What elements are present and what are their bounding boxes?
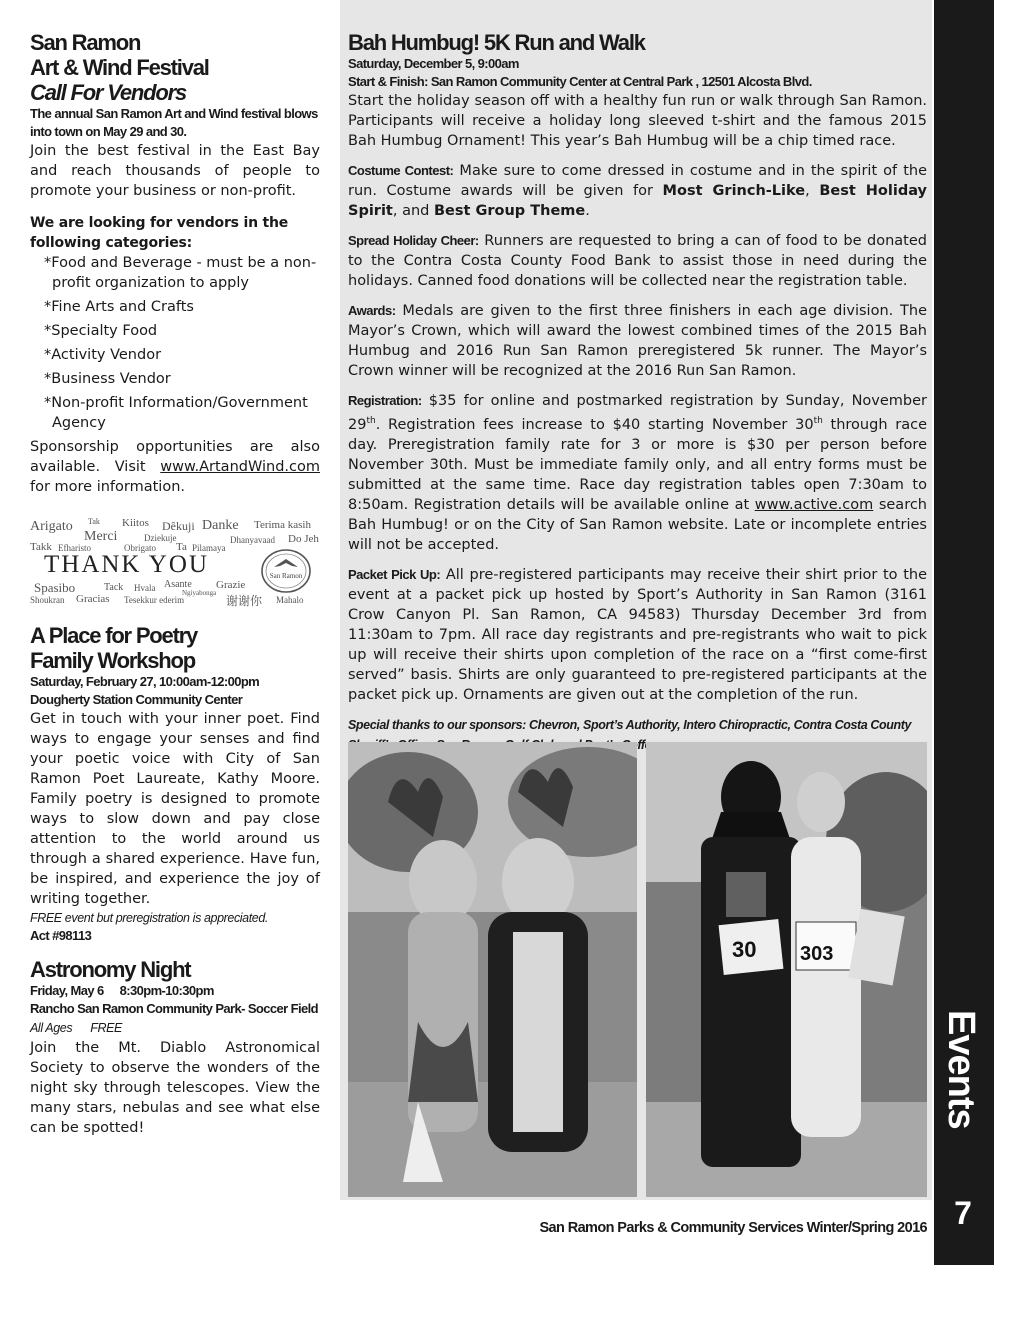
registration-text: search Bah Humbug! or on the City of San Ramon website. Late or incomplete entries will not be accepted.: [348, 496, 927, 553]
costume-contest-text: Make sure to come dressed in costume and in the spirit of the run. Costume awards will be given for: [348, 163, 928, 199]
san-ramon-seal-icon: [260, 547, 312, 595]
thankyou-word: Arigato: [30, 519, 73, 534]
awards-text: Medals are given to the first three finishers in each age division. The Mayor’s Crown, which will award the lowest combined times of the 2015 Bah Humbug and 2016 Run San Ramon preregistered 5k runner. The Mayor’s Crown winner will be recognized at the 2016 Run San Ramon.: [348, 303, 927, 379]
astronomy-datetime: [30, 982, 320, 1000]
poetry-body: Get in touch with your inner poet. Find ways to engage your senses and find your poetic voice with City of San Ramon Poet Laureate, Kathy Moore. Family poetry is designed to promote ways to slow down and pay close attention to the world around us through a shared experience. Have fun, be inspired, and experience the joy of writing together.: [30, 711, 320, 907]
costume-contest-label: Costume Contest:: [348, 163, 454, 178]
thankyou-word: Tesekkur ederim: [124, 595, 185, 605]
poetry-note: FREE event but preregistration is appreciated.: [30, 911, 268, 925]
vendor-category: *Business Vendor: [44, 371, 171, 387]
holiday-cheer-label: Spread Holiday Cheer:: [348, 233, 479, 248]
vendor-category: *Fine Arts and Crafts: [44, 299, 194, 315]
vendor-category: *Non-profit Information/Government Agency: [44, 395, 308, 431]
poetry-title-line1: A Place for Poetry: [30, 623, 198, 648]
astronomy-date: Friday, May 6: [30, 983, 104, 998]
vendors-intro: Join the best festival in the East Bay and reach thousands of people to promote your business or non-profit.: [30, 143, 320, 199]
sponsorship-paragraph: [30, 437, 320, 497]
vendors-article: [30, 30, 320, 497]
thankyou-word: Takk: [30, 541, 52, 553]
race-bib-number: 30: [732, 937, 757, 962]
astronomy-fee: FREE: [90, 1021, 122, 1035]
thankyou-word: Asante: [164, 579, 192, 590]
thankyou-word: Kiitos: [122, 517, 149, 529]
awards-label: Awards:: [348, 303, 396, 318]
poetry-article: [30, 623, 320, 945]
page-footer: San Ramon Parks & Community Services Winter/Spring 2016: [539, 1220, 927, 1236]
astronomy-body: Join the Mt. Diablo Astronomical Society to observe the wonders of the night sky through telescopes. View the many stars, nebulas and see what else can be spotted!: [30, 1040, 320, 1136]
thankyou-word: Dêkuji: [162, 519, 195, 533]
race-bib-number: 303: [800, 943, 834, 965]
thankyou-word: 谢谢你: [226, 594, 263, 608]
thankyou-word: Obrigato: [124, 543, 156, 553]
registration-text: $35 for online and postmarked registration by Sunday, November 29: [348, 393, 927, 433]
poetry-title-line2: Family Workshop: [30, 648, 195, 673]
page-number: 7: [954, 1195, 972, 1231]
thankyou-word: Ta: [176, 541, 187, 553]
astronomy-article: [30, 957, 320, 1138]
thankyou-word: Hvala: [134, 583, 156, 593]
vendors-title-line3: Call For Vendors: [30, 80, 187, 105]
thankyou-word: Tack: [104, 582, 124, 593]
registration-text: through race day. Preregistration family rate for 3 or more is $30 per person before November 30th. Must be immediate family only, and all entry forms must be submitted at the same time. Race day registration tables open 7:30am to 8:50am. Registration details will be available online at: [348, 416, 927, 513]
thankyou-word: Danke: [202, 518, 239, 533]
costume-separator: ,: [805, 183, 820, 199]
section-tab-text: Events: [940, 1010, 982, 1129]
ordinal-suffix: th: [813, 416, 823, 426]
thankyou-word: Gracias: [76, 593, 110, 605]
packet-pickup-label: Packet Pick Up:: [348, 566, 441, 582]
vendor-category: *Food and Beverage - must be a non-profit organization to apply: [44, 255, 317, 291]
astronomy-ages: All Ages: [30, 1021, 73, 1035]
humbug-location: Start & Finish: San Ramon Community Center at Central Park , 12501 Alcosta Blvd.: [348, 74, 812, 89]
right-column: [348, 30, 927, 755]
thank-you-word-cloud: [30, 517, 320, 608]
poetry-act-number: Act #98113: [30, 928, 92, 943]
thankyou-word: Dziekuje: [144, 533, 177, 543]
svg-text:San Ramon: San Ramon: [269, 572, 303, 580]
reindeer-runners-image: [348, 742, 637, 1197]
holiday-cheer-paragraph: [348, 231, 927, 291]
thankyou-word: Spasibo: [34, 580, 76, 595]
vendors-title-line2: Art & Wind Festival: [30, 55, 209, 80]
thankyou-word: Mahalo: [276, 595, 304, 605]
costume-separator: , and: [392, 203, 434, 219]
registration-label: Registration:: [348, 393, 422, 408]
thankyou-word: Tak: [88, 517, 100, 526]
thankyou-headline: THANK YOU: [44, 551, 209, 578]
astronomy-title: Astronomy Night: [30, 957, 191, 982]
thankyou-word: Efharisto: [58, 543, 91, 553]
section-tab-label: [940, 1010, 982, 1140]
costume-award: Most Grinch-Like: [662, 183, 806, 199]
ordinal-suffix: th: [366, 416, 376, 426]
costume-contest-paragraph: [348, 161, 927, 221]
astronomy-location: Rancho San Ramon Community Park- Soccer Field: [30, 1001, 318, 1016]
vendor-category-list: [30, 253, 320, 433]
reindeer-runners-photo: [348, 742, 637, 1197]
costume-award: Best Holiday Spirit: [348, 183, 927, 219]
awards-paragraph: [348, 301, 927, 381]
astronomy-ages-fee: [30, 1018, 320, 1038]
vendors-looking-for: We are looking for vendors in the following categories:: [30, 215, 289, 251]
costume-end: .: [585, 203, 590, 219]
thankyou-word: Terima kasih: [254, 519, 311, 531]
thankyou-word: Dhanyavaad: [230, 535, 275, 545]
registration-paragraph: [348, 391, 927, 555]
humbug-intro: Start the holiday season off with a healthy fun run or walk through San Ramon. Participants will receive a holiday long sleeved t-shirt and the famous 2015 Bah Humbug Ornament! This year’s Bah Humbug will be a chip timed race.: [348, 93, 927, 149]
artandwind-link[interactable]: www.ArtandWind.com: [160, 459, 320, 475]
sponsor-thanks: Special thanks to our sponsors: Chevron, Sport’s Authority, Intero Chiropractic, Contra Costa County Coffee: [348, 717, 912, 752]
thankyou-word: Do Jeh: [288, 533, 319, 545]
humbug-title: Bah Humbug! 5K Run and Walk: [348, 30, 645, 55]
left-column: [30, 30, 320, 1138]
vendor-category: *Specialty Food: [44, 323, 158, 339]
star-wars-runners-photo: [646, 742, 927, 1197]
poetry-location: Dougherty Station Community Center: [30, 692, 243, 707]
registration-text: . Registration fees increase to $40 starting November 30: [375, 416, 814, 433]
event-photos: [348, 742, 927, 1197]
vendor-category: *Activity Vendor: [44, 347, 162, 363]
active-com-link[interactable]: www.active.com: [754, 496, 874, 513]
thankyou-word: Pilamaya: [192, 543, 226, 553]
packet-pickup-paragraph: [348, 565, 927, 705]
thankyou-word: Merci: [84, 529, 118, 544]
thankyou-word: Ngiyabonga: [182, 589, 217, 597]
sponsorship-text: Sponsorship opportunities are also available. Visit: [30, 439, 320, 475]
thankyou-word: Shoukran: [30, 595, 65, 605]
sponsorship-text-end: for more information.: [30, 479, 186, 495]
star-wars-runners-image: [646, 742, 927, 1197]
holiday-cheer-text: Runners are requested to bring a can of food to be donated to the Contra Costa County Food Bank to assist those in need during the holidays. Canned food donations will be collected near the registration table.: [348, 233, 927, 289]
vendors-lede: The annual San Ramon Art and Wind festival blows into town on May 29 and 30.: [30, 106, 318, 139]
packet-pickup-text: All pre-registered participants may receive their shirt prior to the event at a packet pick up hosted by Sport’s Authority in San Ramon (3161 Crow Canyon Pl. San Ramon, CA 94583) Thursday December 3rd from 11:30am to 7pm. All race day registrants and pre-registrants who wait to pick up will receive their shirts upon completion of the race on a “first come-first served” basis. Shirts are only guaranteed to pre-registered participants at the packet pick up. Ornaments are given out at the completion of the run.: [348, 566, 927, 703]
astronomy-time: 8:30pm-10:30pm: [119, 983, 214, 998]
costume-award: Best Group Theme: [433, 203, 586, 219]
poetry-date: Saturday, February 27, 10:00am-12:00pm: [30, 674, 260, 689]
thankyou-word: Grazie: [216, 579, 246, 591]
vendors-title-line1: San Ramon: [30, 30, 141, 55]
humbug-date: Saturday, December 5, 9:00am: [348, 56, 519, 71]
